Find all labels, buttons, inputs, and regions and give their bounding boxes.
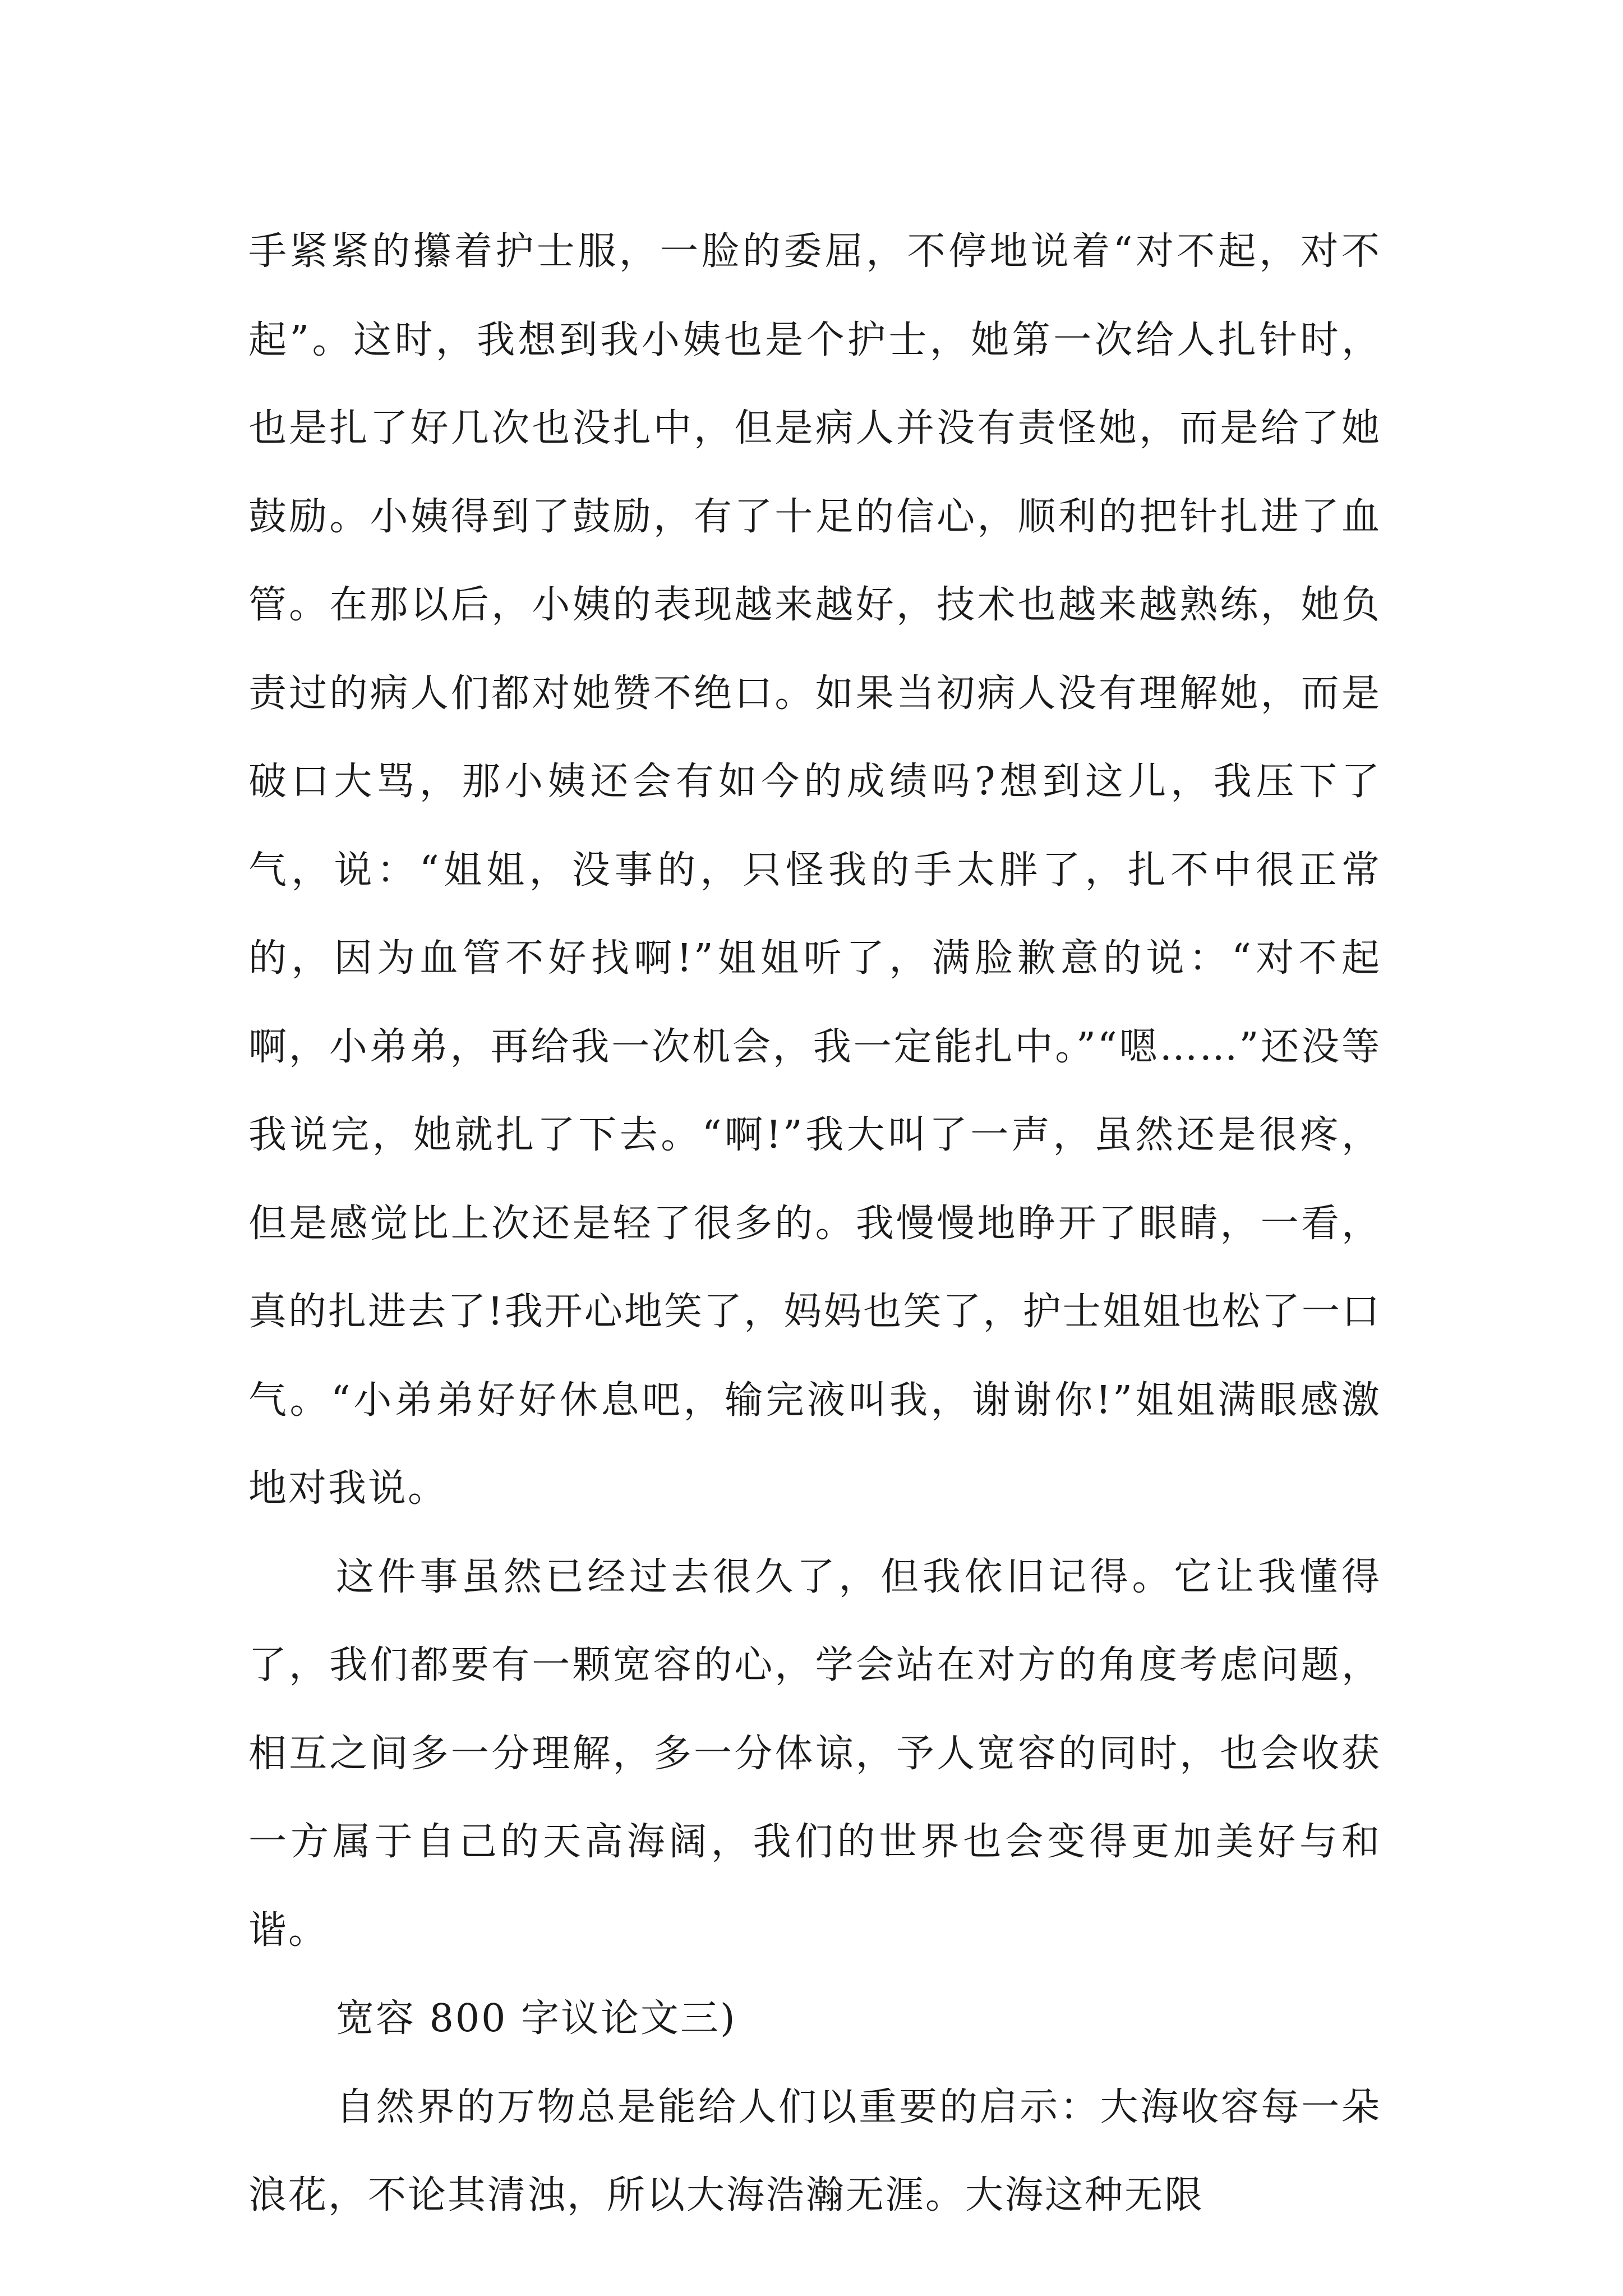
paragraph-3: 自然界的万物总是能给人们以重要的启示：大海收容每一朵浪花，不论其清浊，所以大海浩瀚无涯。大海这种无限 [248, 2085, 1381, 2217]
paragraph-2: 这件事虽然已经过去很久了，但我依旧记得。它让我懂得了，我们都要有一颗宽容的心，学会站在对方的角度考虑问题，相互之间多一分理解，多一分体谅，予人宽容的同时，也会收获一方属于自己的天高海阔，我们的世界也会变得更加美好与和谐。 [248, 1554, 1381, 1953]
paragraph-1: 手紧紧的攥着护士服，一脸的委屈，不停地说着“对不起，对不起”。这时，我想到我小姨也是个护士，她第一次给人扎针时，也是扎了好几次也没扎中，但是病人并没有责怪她，而是给了她鼓励。小姨得到了鼓励，有了十足的信心，顺利的把针扎进了血管。在那以后，小姨的表现越来越好，技术也越来越熟练，她负责过的病人们都对她赞不绝口。如果当初病人没有理解她，而是破口大骂，那小姨还会有如今的成绩吗?想到这儿，我压下了气，说：“姐姐，没事的，只怪我的手太胖了，扎不中很正常的，因为血管不好找啊!”姐姐听了，满脸歉意的说：“对不起啊，小弟弟，再给我一次机会，我一定能扎中。”“嗯……”还没等我说完，她就扎了下去。“啊!”我大叫了一声，虽然还是很疼，但是感觉比上次还是轻了很多的。我慢慢地睁开了眼睛，一看，真的扎进去了!我开心地笑了，妈妈也笑了，护士姐姐也松了一口气。“小弟弟好好休息吧，输完液叫我，谢谢你!”姐姐满眼感激地对我说。 [248, 229, 1381, 1511]
section-heading: 宽容 800 字议论文三) [336, 1996, 737, 2041]
document-body [248, 208, 1381, 2240]
